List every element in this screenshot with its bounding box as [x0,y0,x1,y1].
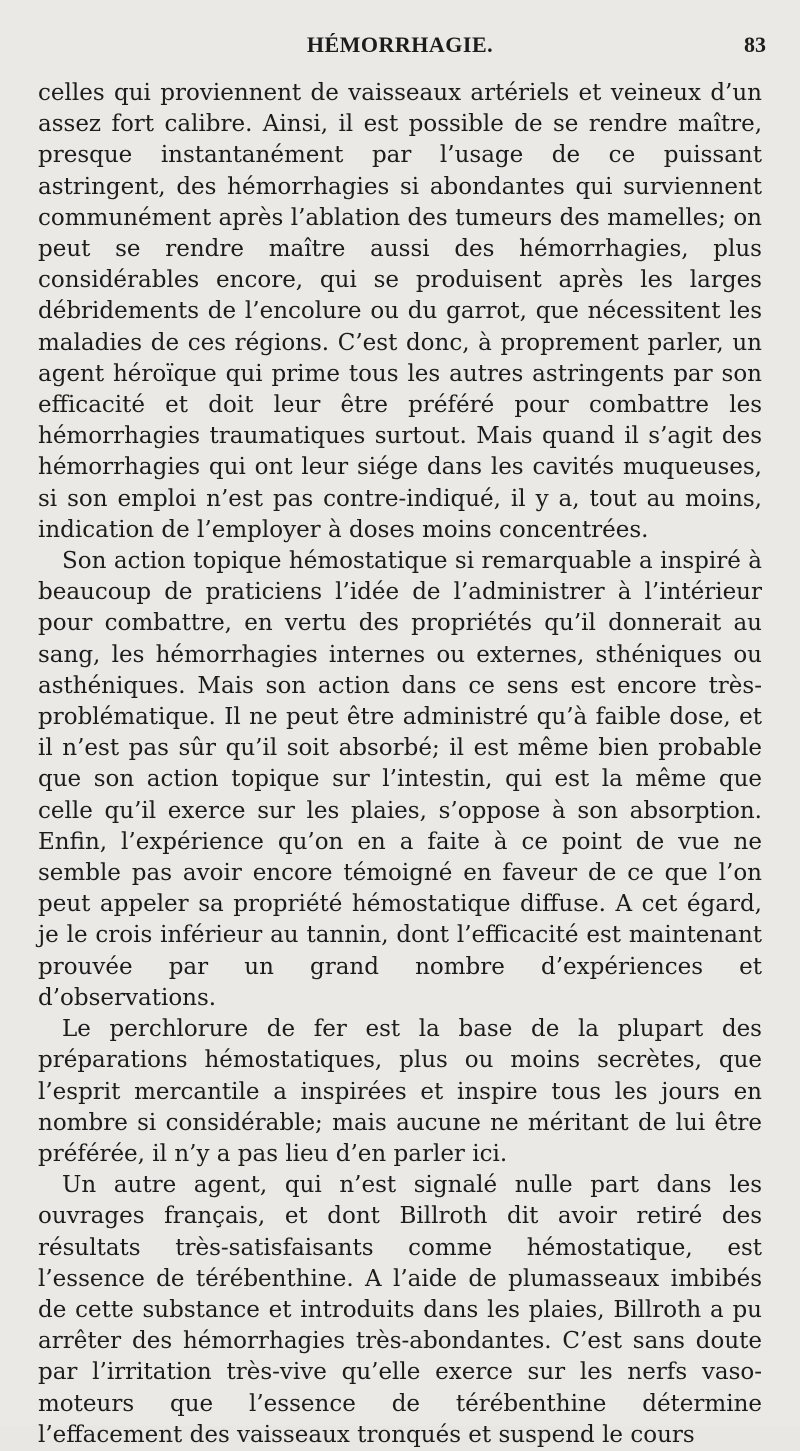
paragraph-continued: celles qui proviennent de vaisseaux artériels et veineux d’un assez fort calibre. Ainsi, il est possible de se rendre maître, presque instantanément par l’usage de ce puissant astringent, des hémorrhagies si abondantes qui surviennent communément après l’ablation des tumeurs des mamelles; on peut se rendre maître aussi des hémorrhagies, plus considérables encore, qui se produisent après les larges débridements de l’encolure ou du garrot, que nécessitent les maladies de ces régions. C’est donc, à proprement parler, un agent héroïque qui prime tous les autres astringents par son efficacité et doit leur être préféré pour combattre les hémorrhagies traumatiques surtout. Mais quand il s’agit des hémorrhagies qui ont leur siége dans les cavités muqueuses, si son emploi n’est pas contre-indiqué, il y a, tout au moins, indication de l’employer à doses moins concentrées. [38,80,762,543]
paragraph: Le perchlorure de fer est la base de la plupart des préparations hémostatiques, plus ou moins secrètes, que l’esprit mercantile a inspirées et inspire tous les jours en nombre si considérable; mais aucune ne méritant de lui être préférée, il n’y a pas lieu d’en parler ici. [38,1016,762,1167]
running-title: HÉMORRHAGIE. [306,32,494,57]
page-body [38,78,762,1451]
page-header [0,30,800,64]
page-number: 83 [744,32,766,57]
paragraph: Son action topique hémostatique si remarquable a inspiré à beaucoup de praticiens l’idée de l’administrer à l’intérieur pour combattre, en vertu des propriétés qu’il donnerait au sang, les hémorrhagies internes ou externes, sthéniques ou asthéniques. Mais son action dans ce sens est encore très-problématique. Il ne peut être administré qu’à faible dose, et il n’est pas sûr qu’il soit absorbé; il est même bien probable que son action topique sur l’intestin, qui est la même que celle qu’il exerce sur les plaies, s’oppose à son absorption. Enfin, l’expérience qu’on en a faite à ce point de vue ne semble pas avoir encore témoigné en faveur de ce que l’on peut appeler sa propriété hémostatique diffuse. A cet égard, je le crois inférieur au tannin, dont l’efficacité est maintenant prouvée par un grand nombre d’expériences et d’observations. [38,548,762,1011]
paragraph: Un autre agent, qui n’est signalé nulle part dans les ouvrages français, et dont Billroth dit avoir retiré des résultats très-satisfaisants comme hémostatique, est l’essence de térébenthine. A l’aide de plumasseaux imbibés de cette substance et introduits dans les plaies, Billroth a pu arrêter des hémorrhagies très-abondantes. C’est sans doute par l’irritation très-vive qu’elle exerce sur les nerfs vaso-moteurs que l’essence de térébenthine détermine l’effacement des vaisseaux tronqués et suspend le cours [38,1172,762,1448]
